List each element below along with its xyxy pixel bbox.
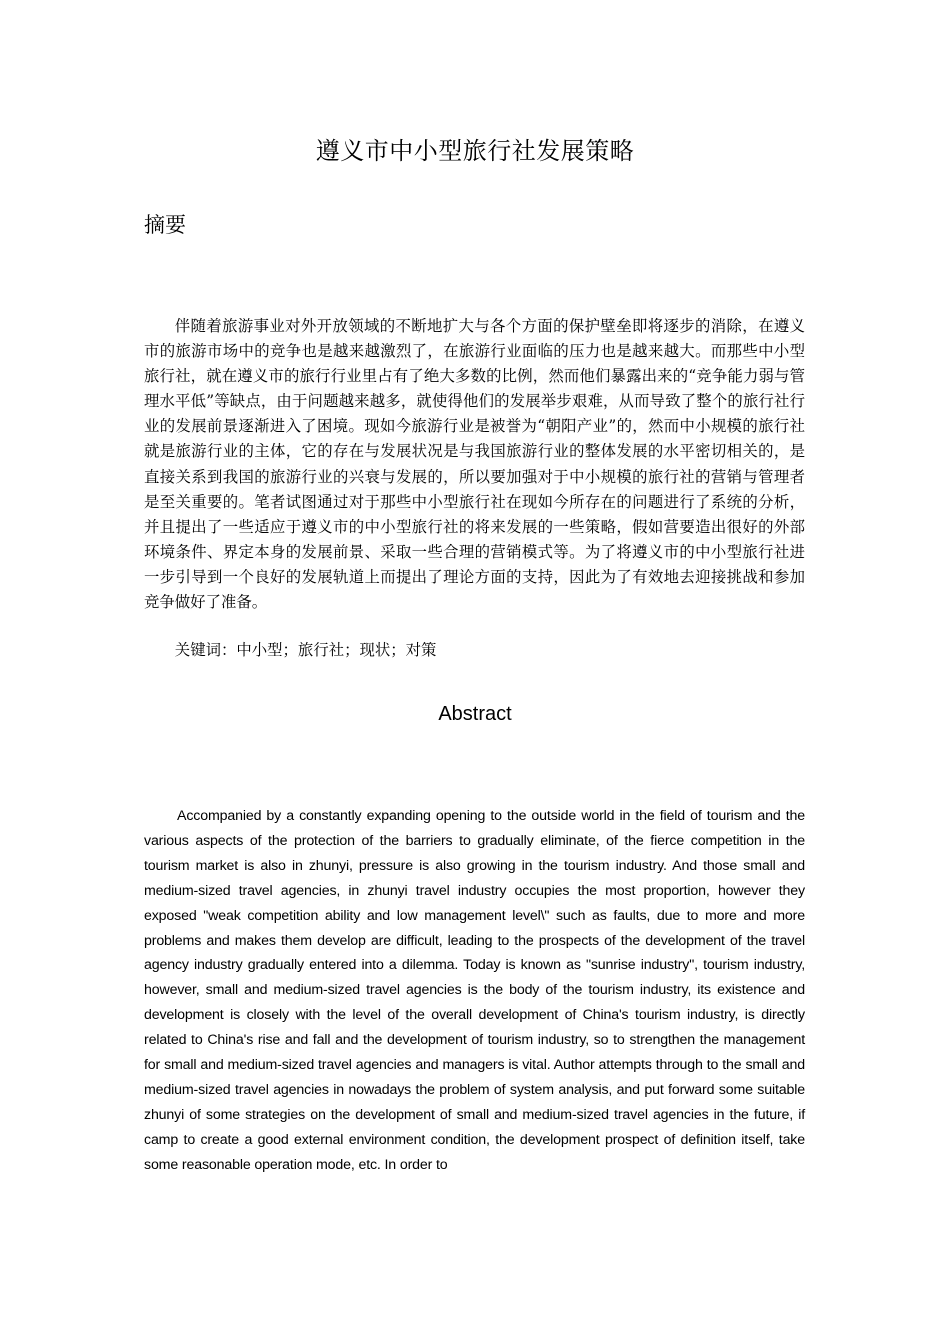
summary-paragraph: 伴随着旅游事业对外开放领域的不断地扩大与各个方面的保护壁垒即将逐步的消除，在遵义市的旅游市场中的竞争也是越来越激烈了，在旅游行业面临的压力也是越来越大。而那些中小型旅行社，就在遵义市的旅行行业里占有了绝大多数的比例，然而他们暴露出来的“竞争能力弱与管理水平低”等缺点，由于问题越来越多，就使得他们的发展举步艰难，从而导致了整个的旅行社行业的发展前景逐渐进入了困境。现如今旅游行业是被誉为“朝阳产业”的，然而中小规模的旅行社就是旅游行业的主体，它的存在与发展状况是与我国旅游行业的整体发展的水平密切相关的，是直接关系到我国的旅游行业的兴衰与发展的，所以要加强对于中小规模的旅行社的营销与管理者是至关重要的。笔者试图通过对于那些中小型旅行社在现如今所存在的问题进行了系统的分析，并且提出了一些适应于遵义市的中小型旅行社的将来发展的一些策略，假如营要造出很好的外部环境条件、界定本身的发展前景、采取一些合理的营销模式等。为了将遵义市的中小型旅行社进一步引导到一个良好的发展轨道上而提出了理论方面的支持，因此为了有效地去迎接挑战和参加竞争做好了准备。 [144, 317, 805, 612]
abstract-paragraph: Accompanied by a constantly expanding opening to the outside world in the field of tourism and the various aspects of the protection of the barriers to gradually eliminate, of the fierce competition in the tourism market is also in zhunyi, pressure is also growing in the tourism industry. And those small and medium-sized travel agencies, in zhunyi travel industry occupies the most proportion, however they exposed "weak competition ability and low management level\" such as faults, due to more and more problems and makes them develop are difficult, leading to the prospects of the development of the travel agency industry gradually entered into a dilemma. Today is known as "sunrise industry", tourism industry, however, small and medium-sized travel agencies is the body of the tourism industry, its existence and development is closely with the level of the overall development of China's tourism industry, is directly related to China's rise and fall and the development of tourism industry, so to strengthen the management for small and medium-sized travel agencies and managers is vital. Author attempts through to the small and medium-sized travel agencies in nowadays the problem of system analysis, and put forward some suitable zhunyi of some strategies on the development of small and medium-sized travel agencies in the future, if camp to create a good external environment condition, the development prospect of definition itself, take some reasonable operation mode, etc. In order to [144, 808, 805, 1173]
keywords-line: 关键词：中小型；旅行社；现状；对策 [174, 641, 437, 659]
abstract-heading: Abstract [438, 703, 512, 725]
document-title: 遵义市中小型旅行社发展策略 [315, 137, 635, 165]
summary-heading: 摘要 [144, 213, 186, 237]
